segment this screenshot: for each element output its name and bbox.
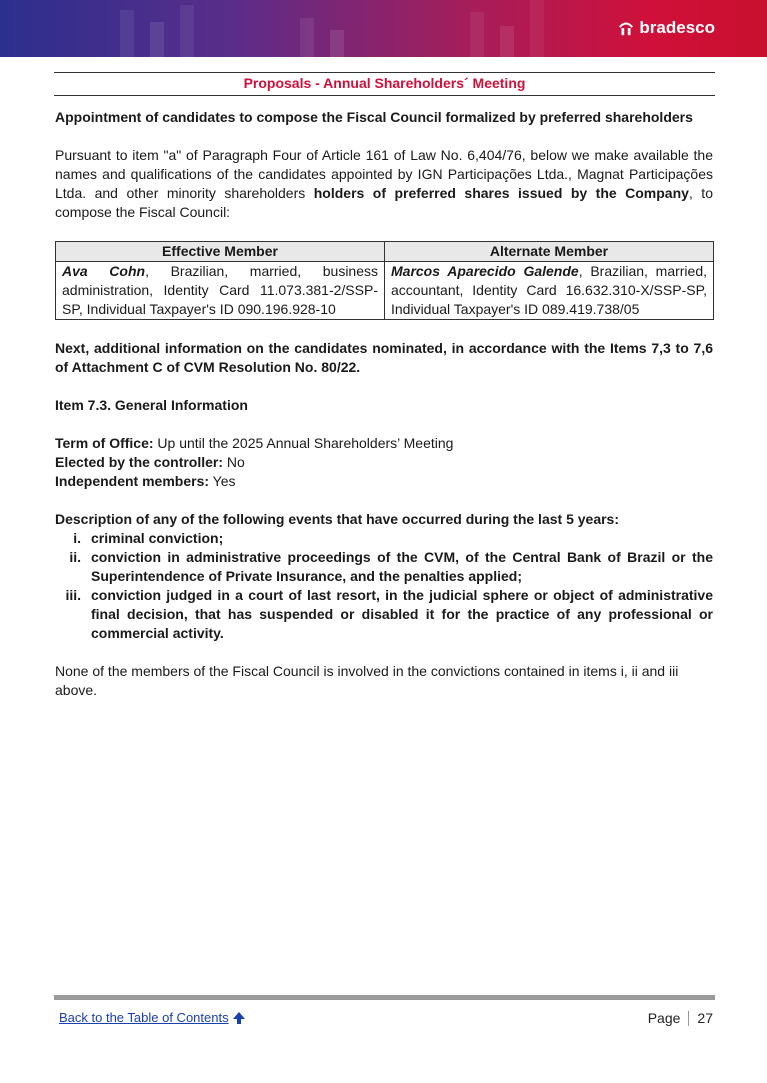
list-item-number: ii. — [69, 549, 81, 565]
alternate-member-name: Marcos Aparecido Galende — [391, 263, 579, 279]
list-item-text: conviction judged in a court of last resort, in the judicial sphere or object of administrative final decision, that has suspended or disabled it for the practice of any professional or commercial activity. — [91, 587, 713, 641]
intro-bold-text: holders of preferred shares issued by the Company — [313, 185, 689, 201]
page-number — [648, 1010, 713, 1026]
alternate-member-desc: , Brazilian, married, accountant, Identity Card 16.632.310-X/SSP-SP, Individual Taxpayer's ID 089.419.738/05 — [391, 263, 708, 317]
effective-member-cell — [56, 262, 385, 320]
intro-text-end: , to compose the Fiscal Council: — [55, 185, 713, 220]
candidates-table — [55, 241, 714, 320]
term-value: Up until the 2025 Annual Shareholders’ Meeting — [153, 435, 454, 451]
term-label: Term of Office: — [55, 435, 154, 451]
effective-member-name: Ava Cohn — [62, 263, 146, 279]
bradesco-tree-icon — [617, 19, 635, 37]
next-info-paragraph: Next, additional information on the candidates nominated, in accordance with the Items 7,3 to 7,6 of Attachment C of CVM Resolution No. 80/22. — [55, 340, 713, 375]
table-header-alternate: Alternate Member — [385, 242, 714, 262]
item73-heading: Item 7.3. General Information — [55, 397, 248, 413]
term-of-office — [55, 434, 713, 453]
elected-label: Elected by the controller: — [55, 454, 224, 470]
events-heading: Description of any of the following events that have occurred during the last 5 years: — [55, 511, 619, 527]
elected-value: No — [223, 454, 245, 470]
intro-paragraph — [55, 146, 713, 222]
table-header-effective: Effective Member — [56, 242, 385, 262]
list-item — [55, 548, 713, 586]
footer-rule — [54, 995, 715, 1000]
independent-label: Independent members: — [55, 473, 210, 489]
list-item-number: iii. — [65, 587, 81, 603]
page-number-value: 27 — [697, 1010, 713, 1026]
effective-member-desc: , Brazilian, married, business administration, Identity Card 11.073.381-2/SSP-SP, Individual Taxpayer's ID 090.196.928-10 — [62, 263, 378, 317]
section-heading: Appointment of candidates to compose the Fiscal Council formalized by preferred shareholders — [55, 109, 693, 125]
page-separator — [688, 1011, 689, 1026]
page-content — [55, 108, 713, 700]
title-top-rule — [54, 72, 715, 73]
list-item-text: criminal conviction; — [91, 530, 224, 546]
events-list — [55, 529, 713, 643]
list-item-text: conviction in administrative proceedings of the CVM, of the Central Bank of Brazil or the Superintendence of Private Insurance, and the penalties applied; — [91, 549, 713, 584]
list-item — [55, 529, 713, 548]
elected-by-controller — [55, 453, 713, 472]
back-to-toc-link[interactable] — [59, 1010, 246, 1025]
list-item-number: i. — [73, 530, 81, 546]
alternate-member-cell — [385, 262, 714, 320]
intro-text: Pursuant to item "a" of Paragraph Four of Article 161 of Law No. 6,404/76, below we make available the names and qualifications of the candidates appointed by IGN Participações Ltda., Magnat Participações Ltda. and other minority shareholders — [55, 147, 713, 201]
page-label: Page — [647, 1010, 681, 1026]
arrow-up-icon — [232, 1011, 246, 1025]
independent-value: Yes — [209, 473, 236, 489]
back-to-toc-label: Back to the Table of Contents — [59, 1010, 229, 1025]
document-title: Proposals - Annual Shareholders´ Meeting — [243, 75, 526, 91]
header-banner — [0, 0, 767, 57]
independent-members — [55, 472, 713, 491]
title-bottom-rule — [54, 95, 715, 96]
bradesco-logo — [617, 18, 715, 38]
closing-paragraph: None of the members of the Fiscal Council is involved in the convictions contained in items i, ii and iii above. — [55, 663, 679, 698]
list-item — [55, 586, 713, 643]
brand-name: bradesco — [639, 18, 715, 37]
